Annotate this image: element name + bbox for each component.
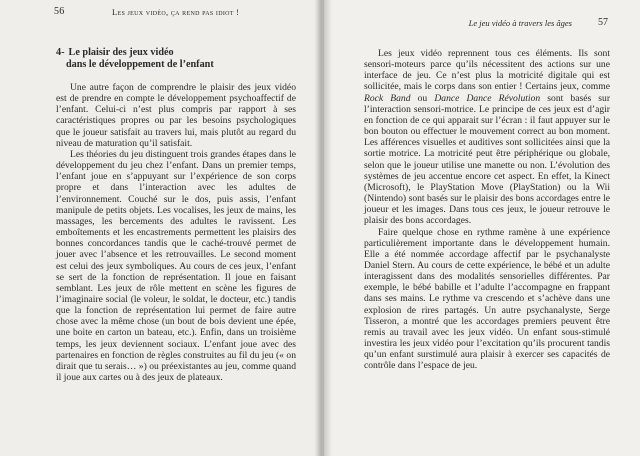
paragraph bbox=[364, 48, 610, 227]
text-run: ou bbox=[410, 92, 435, 104]
left-page-number: 56 bbox=[54, 6, 65, 17]
paragraph: Les théories du jeu distinguent trois grandes étapes dans le développement du jeu chez l’enfant. Dans un premier temps, l’enfant joue en s’appuyant sur l’expérience de son corps propre et dans l’interaction avec les adultes de l’environnement. Couché sur le dos, puis assis, l’enfant manipule de petits objets. Les vocalises, les jeux de mains, les massages, les bercements des adultes le ravissent. Les emboîtements et les encastrements permettent les plaisirs des bonnes concordances tandis que le caché-trouvé permet de jouer avec l’absence et les retrouvailles. Le second moment est celui des jeux symboliques. Au cours de ces jeux, l’enfant se sert de la fonction de représentation. Il joue en faisant semblant. Les jeux de rôle mettent en scène les figures de l’imaginaire social (le voleur, le soldat, le docteur, etc.) tandis que la fonction de représentation lui permet de faire autre chose avec la même chose (un bout de bois devient une épée, une boite en carton un bateau, etc.). Enfin, dans un troisième temps, les jeux deviennent sociaux. L’enfant joue avec des partenaires en fonction de règles construites au fil du jeu (« on dirait que tu serais… ») ou préexistantes au jeu, comme quand il joue aux cartes ou à des jeux de plateaux. bbox=[56, 148, 296, 384]
section-heading-line1: Le plaisir des jeux vidéo bbox=[68, 47, 174, 58]
right-running-title: Le jeu vidéo à travers les âges bbox=[468, 18, 572, 28]
section-heading bbox=[56, 47, 296, 71]
left-body-text bbox=[56, 47, 296, 383]
game-title: Rock Band bbox=[364, 92, 411, 104]
right-page-number: 57 bbox=[598, 17, 608, 28]
text-run: Les jeux vidéo reprennent tous ces éléments. Ils sont sensori-moteurs parce qu’ils nécessitent des actions sur une interface de jeu. Ce n’est plus la motricité digitale qui est sollicitée, mais le corps dans son entier ! Certains jeux, comme bbox=[364, 48, 610, 93]
paragraph: Une autre façon de comprendre le plaisir des jeux vidéo est de prendre en compte le développement psychoaffectif de l’enfant. Celui-ci n’est plus compris par rapport à ses caractéristiques propres ou par les besoins psychologiques que le joueur satisfait au travers lui, mais plutôt au regard du niveau de maturation qu’il satisfait. bbox=[56, 82, 296, 149]
right-body-text bbox=[364, 48, 610, 372]
game-title: Dance Dance Révolution bbox=[434, 92, 541, 104]
text-run: sont basés sur l’interaction sensori-motrice. Le principe de ces jeux est d’agir en fonction de ce qui apparait sur l’écran : il faut appuyer sur le bon bouton ou effectuer le mouvement correct au bon moment. Les afférences visuelles et auditives sont sollicitées ainsi que la sortie motrice. La motricité peut être périphérique ou globale, selon que le joueur utilise une manette ou non. L’évolution des systèmes de jeu accentue encore cet aspect. En effet, la Kinect (Microsoft), le PlayStation Move (PlayStation) ou la Wii (Nintendo) sont basés sur le plaisir des bons accordages entre le joueur et les images. Dans tous ces jeux, le joueur retrouve le plaisir des bons accordages. bbox=[364, 92, 611, 227]
section-heading-line2: dans le développement de l’enfant bbox=[66, 59, 214, 70]
paragraph: Faire quelque chose en rythme ramène à une expérience particulièrement importante dans le développement humain. Elle a été nommée accordage affectif par le psychanalyste Daniel Stern. Au cours de cette expérience, le bébé et un adulte interagissent dans des modalités sensorielles différentes. Par exemple, le bébé babille et l’adulte l’accompagne en frappant dans ses mains. Le rythme va crescendo et s’achève dans une explosion de rires partagés. Un autre psychanalyste, Serge Tisseron, a montré que les accordages premiers peuvent être remis au travail avec les jeux vidéo. Un enfant sous-stimulé investira les jeux vidéo pour l’excitation qu’ils procurent tandis qu’un enfant surstimulé aura plaisir à exercer ses capacités de contrôle dans l’espace de jeu. bbox=[364, 226, 610, 372]
book-gutter bbox=[314, 0, 332, 456]
left-running-title: Les jeux vidéo, ça rend pas idiot ! bbox=[112, 7, 240, 17]
right-page bbox=[322, 0, 640, 456]
section-number: 4- bbox=[56, 47, 65, 58]
